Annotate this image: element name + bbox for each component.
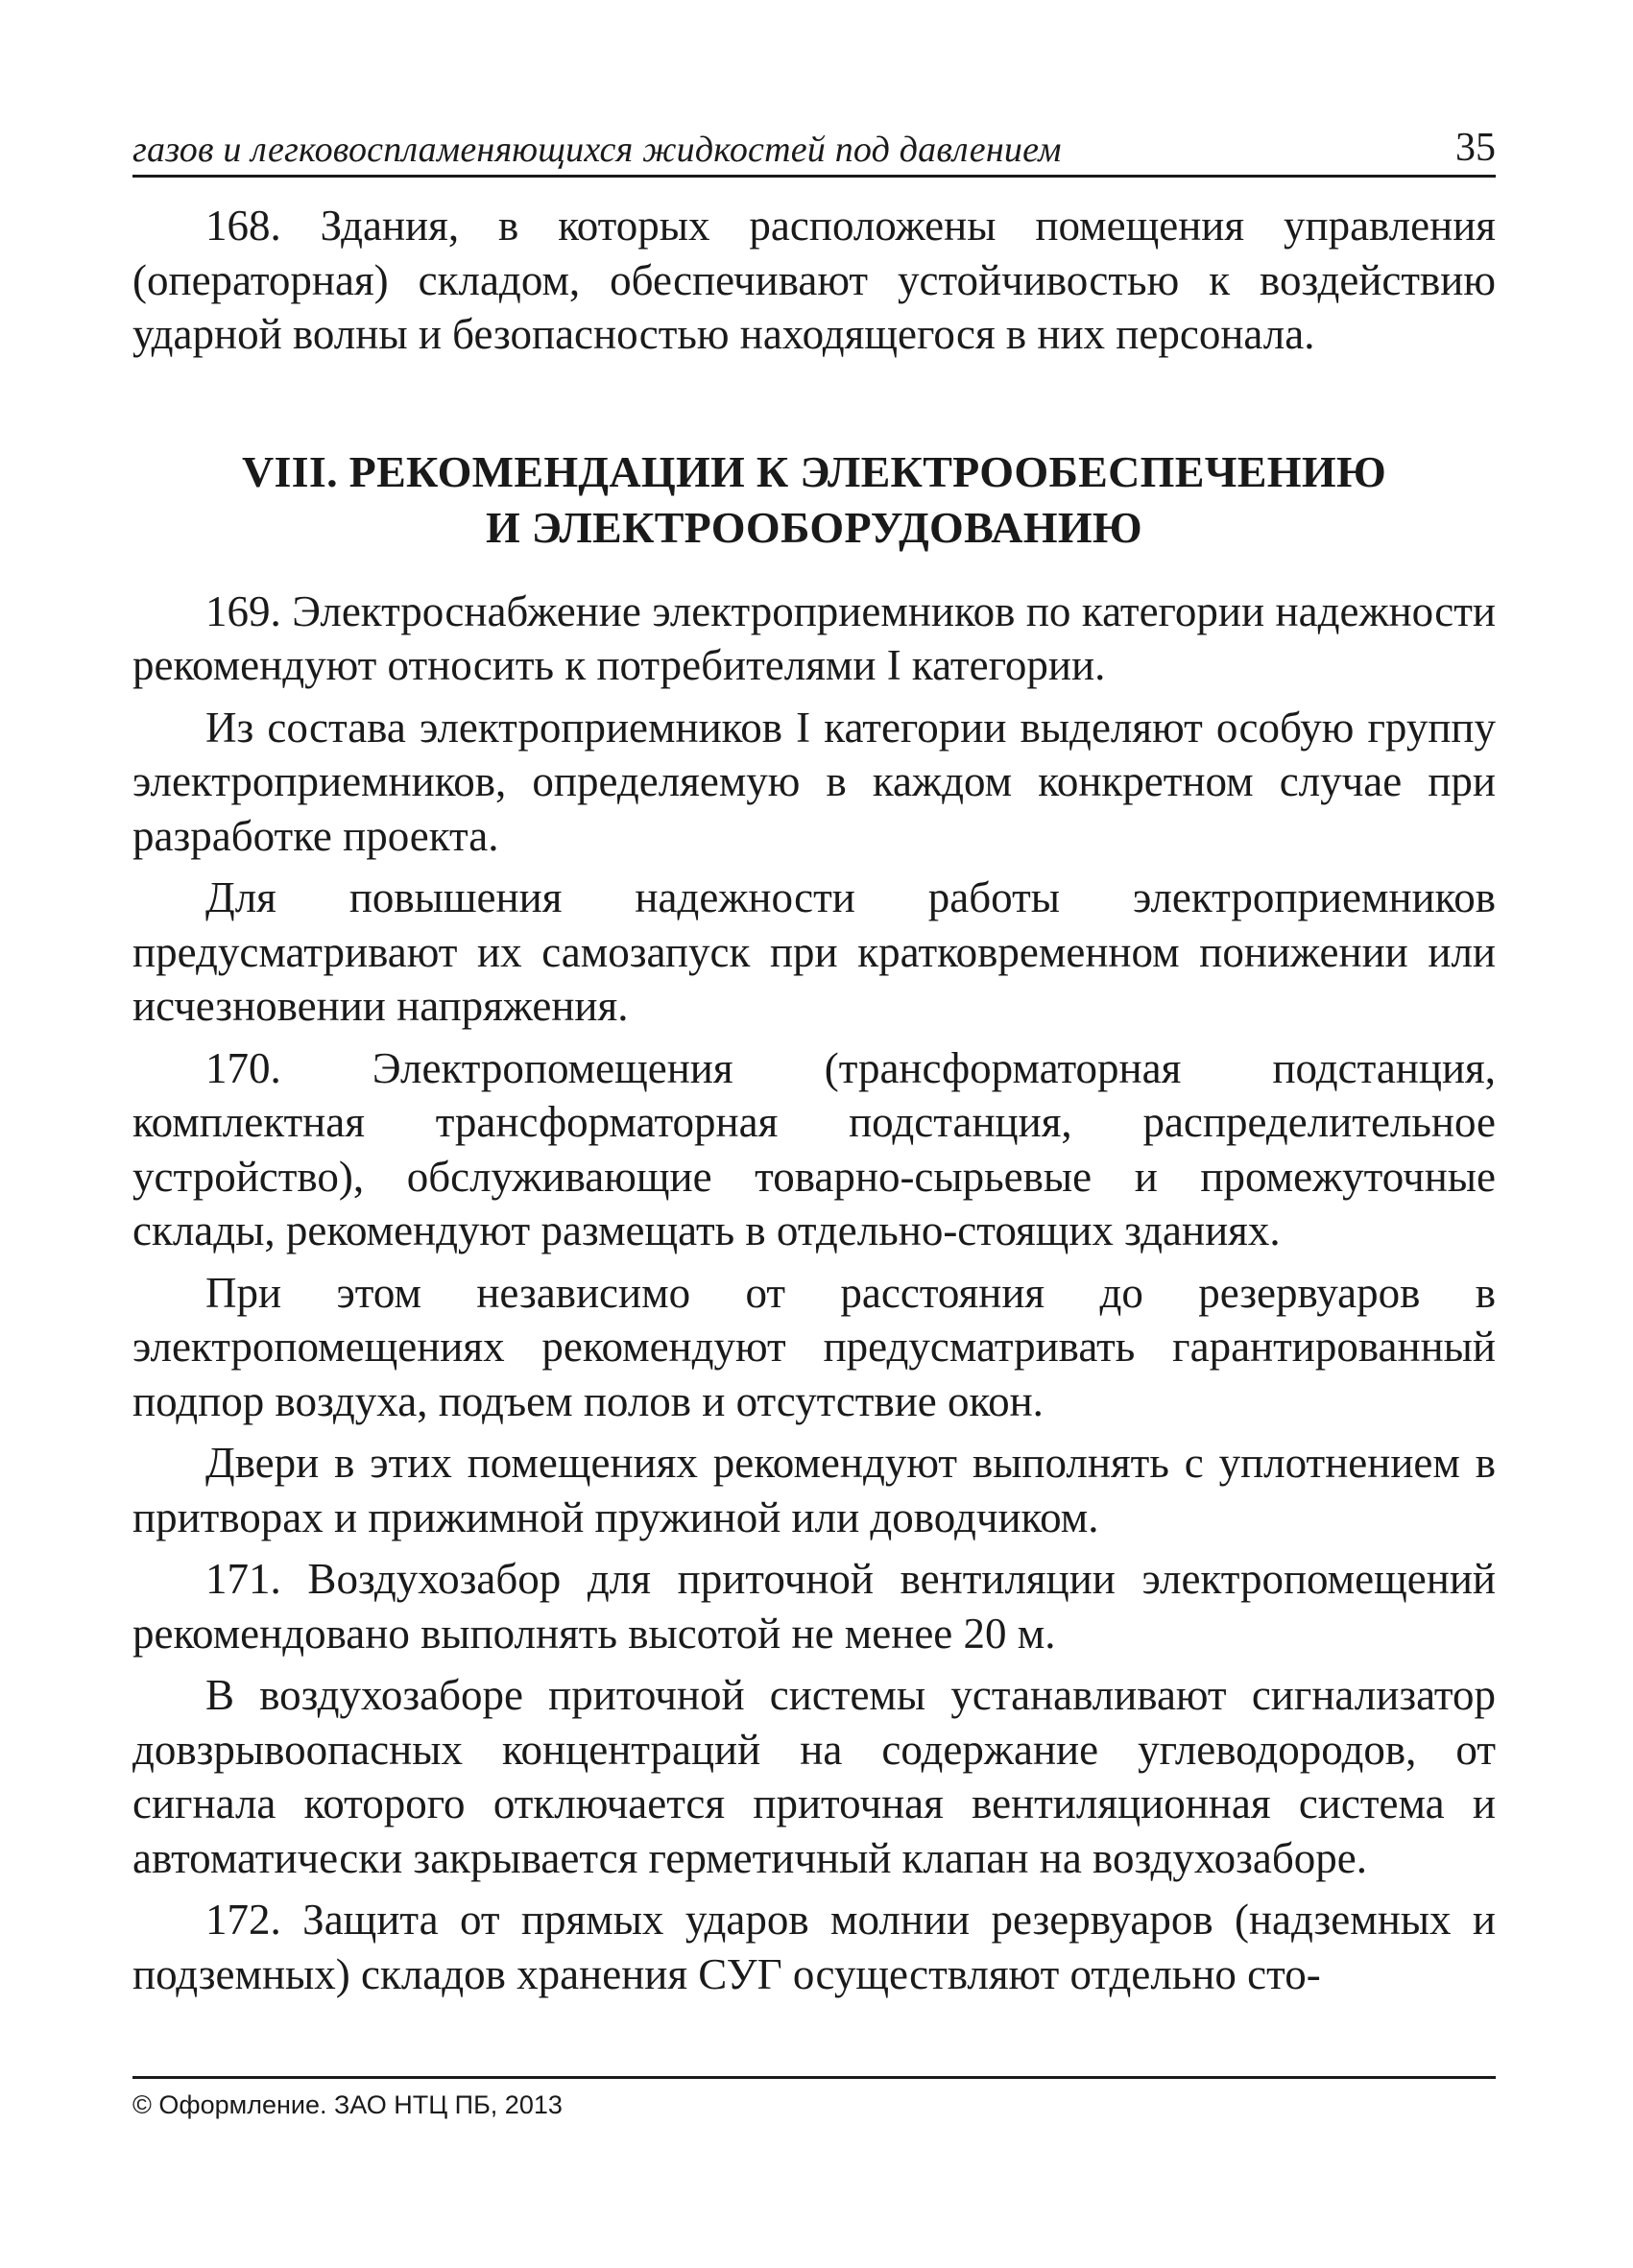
running-header-title: газов и легковоспламеняющихся жидкостей под давлением [132, 130, 1062, 170]
paragraph-170: 170. Электропомещения (трансформаторная подстанция, комплектная трансформаторная подстанция, распределительное устройство), обслуживающие товарно-сырьевые и промежуточные склады, рекомендуют размещать в отдельно-стоящих зданиях. [132, 1043, 1496, 1254]
copyright-notice: © Оформление. ЗАО НТЦ ПБ, 2013 [132, 2090, 563, 2119]
body-text [132, 199, 1496, 2001]
paragraph-168: 168. Здания, в которых расположены помещения управления (операторная) складом, обеспечивают устойчивостью к воздействию ударной волны и безопасностью находящегося в них персонала. [132, 202, 1496, 358]
running-header [132, 125, 1496, 178]
paragraph-169: 169. Электроснабжение электроприемников по категории надежности рекомендуют относить к потребителями I категории. [132, 586, 1496, 689]
paragraph-170-b: При этом независимо от расстояния до резервуаров в электропомещениях рекомендуют предусматривать гарантированный подпор воздуха, подъем полов и отсутствие окон. [132, 1268, 1496, 1425]
section-heading [132, 444, 1496, 556]
page-number: 35 [1455, 126, 1496, 170]
paragraph-170-c: Двери в этих помещениях рекомендуют выполнять с уплотнением в притворах и прижимной пружиной или доводчиком. [132, 1439, 1496, 1541]
section-heading-line1: VIII. РЕКОМЕНДАЦИИ К ЭЛЕКТРООБЕСПЕЧЕНИЮ [241, 446, 1387, 496]
paragraph-172: 172. Защита от прямых ударов молнии резервуаров (надземных и подземных) складов хранения СУГ осуществляют отдельно сто- [132, 1896, 1496, 1998]
document-page [132, 125, 1496, 2009]
page-footer [132, 2076, 1496, 2120]
section-heading-line2: И ЭЛЕКТРООБОРУДОВАНИЮ [486, 502, 1142, 552]
paragraph-169-c: Для повышения надежности работы электроприемников предусматривают их самозапуск при кратковременном понижении или исчезновении напряжения. [132, 873, 1496, 1030]
paragraph-171-b: В воздухозаборе приточной системы устанавливают сигнализатор довзрывоопасных концентраций на содержание углеводородов, от сигнала которого отключается приточная вентиляционная система и автоматически закрывается герметичный клапан на воздухозаборе. [132, 1671, 1496, 1882]
paragraph-169-b: Из состава электроприемников I категории выделяют особую группу электроприемников, определяемую в каждом конкретном случае при разработке проекта. [132, 703, 1496, 860]
paragraph-171: 171. Воздухозабор для приточной вентиляции электропомещений рекомендовано выполнять высотой не менее 20 м. [132, 1555, 1496, 1658]
